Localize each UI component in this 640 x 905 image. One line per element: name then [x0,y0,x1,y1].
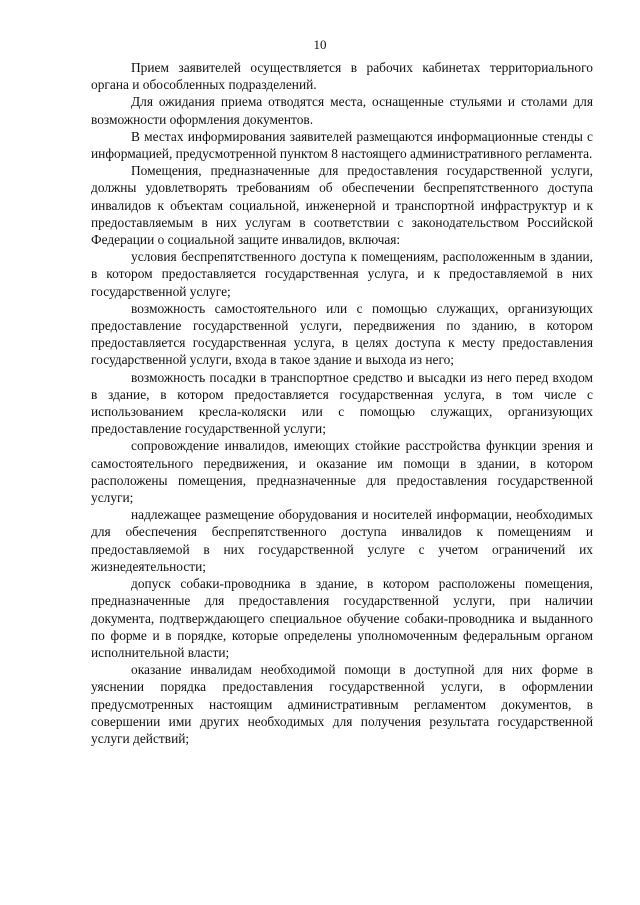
paragraph: Для ожидания приема отводятся места, оснащенные стульями и столами для возможности оформления документов. [91,94,593,127]
paragraph: В местах информирования заявителей размещаются информационные стенды с информацией, предусмотренной пунктом 8 настоящего административного регламента. [91,128,593,162]
document-body [91,59,593,747]
paragraph: возможность посадки в транспортное средство и высадки из него перед входом в здание, в котором предоставляется государственная услуга, в том числе с использованием кресла-коляски или с помощью служащих, организующих предоставление государственной услуги; [91,369,593,437]
paragraph: Прием заявителей осуществляется в рабочих кабинетах территориального органа и обособленных подразделений. [91,60,593,93]
paragraph: Помещения, предназначенные для предоставления государственной услуги, должны удовлетворять требованиям об обеспечении беспрепятственного доступа инвалидов к объектам социальной, инженерной и транспортной инфраструктур и к предоставляемым в них услугам в соответствии с законодательством Российской Федерации о социальной защите инвалидов, включая: [91,163,593,248]
paragraph: допуск собаки-проводника в здание, в котором расположены помещения, предназначенные для предоставления государственной услуги, при наличии документа, подтверждающего специальное обучение собаки-проводника и выданного по форме и в порядке, которые определены уполномоченным федеральным органом исполнительной власти; [91,576,593,660]
page-number: 10 [313,37,327,52]
paragraph: сопровождение инвалидов, имеющих стойкие расстройства функции зрения и самостоятельного передвижения, и оказание им помощи в здании, в котором расположены помещения, предназначенные для предоставления государственной услуги; [91,438,593,506]
paragraph: оказание инвалидам необходимой помощи в доступной для них форме в уяснении порядка предоставления государственной услуги, в оформлении предусмотренных настоящим административным регламентом документов, в совершении ими других необходимых для получения результата государственной услуги действий; [91,662,593,746]
paragraph: надлежащее размещение оборудования и носителей информации, необходимых для обеспечения беспрепятственного доступа инвалидов к помещениям и предоставляемой в них государственной услуге с учетом ограничений их жизнедеятельности; [91,507,593,574]
paragraph: условия беспрепятственного доступа к помещениям, расположенным в здании, в котором предоставляется государственная услуга, и к предоставляемой в них государственной услуге; [91,249,593,299]
paragraph: возможность самостоятельного или с помощью служащих, организующих предоставление государственной услуги, передвижения по зданию, в котором предоставляется государственная услуга, в целях доступа к месту предоставления государственной услуги, входа в такое здание и выхода из него; [91,300,593,368]
